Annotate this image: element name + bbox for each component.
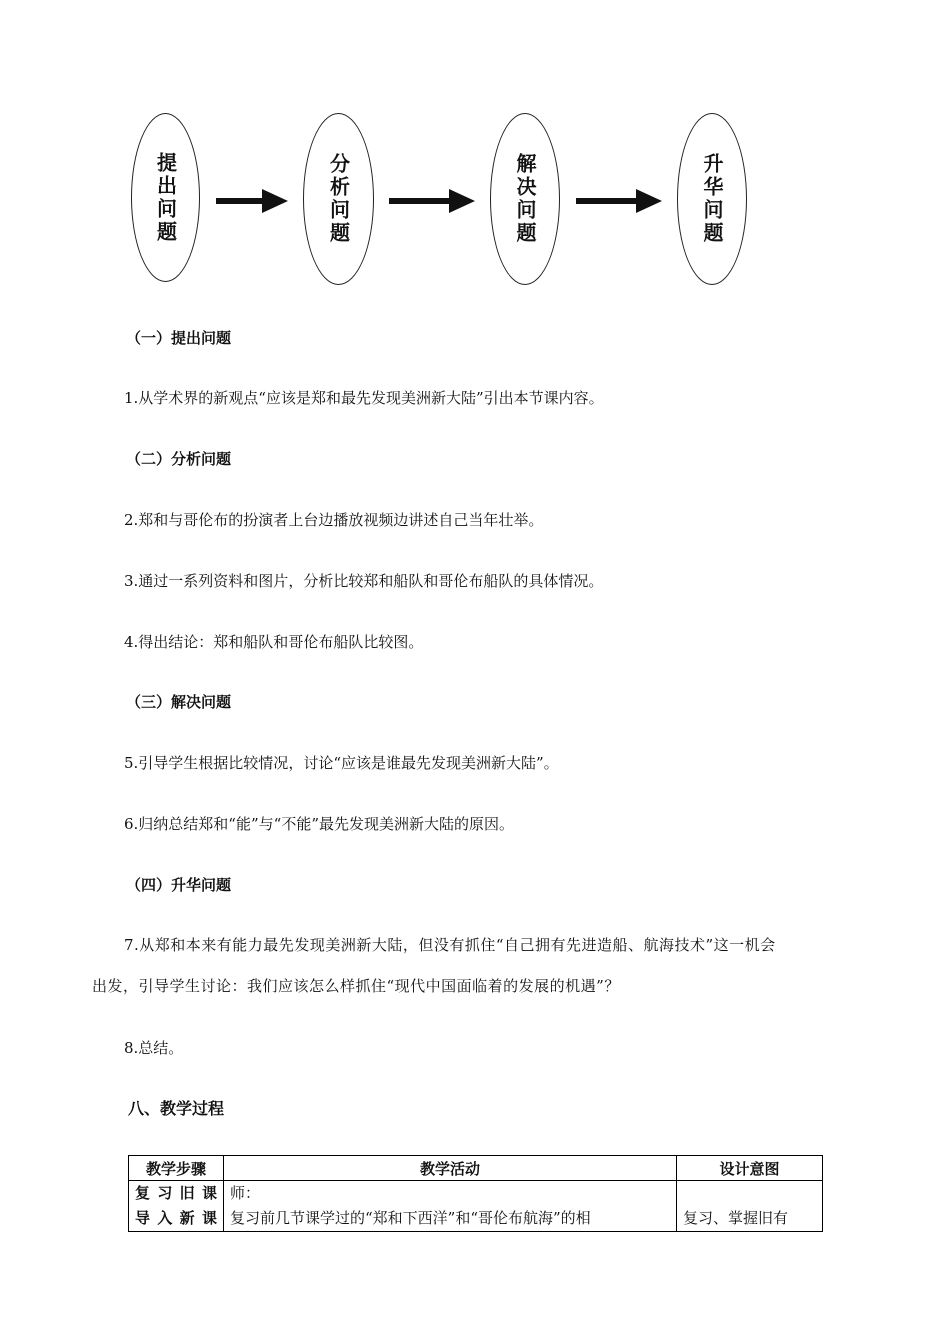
flow-step-label: 提出问题 xyxy=(153,151,178,244)
intent-text: 复习、掌握旧有 xyxy=(683,1209,789,1227)
activity-text: 复习前几节课学过的“郑和下西洋”和“哥伦布航海”的相 xyxy=(230,1209,591,1227)
list-item: 5.引导学生根据比较情况，讨论“应该是谁最先发现美洲新大陆”。 xyxy=(124,754,559,772)
activity-text: 师： xyxy=(230,1184,261,1202)
teaching-process-table xyxy=(128,1155,823,1232)
flow-step-label: 升华问题 xyxy=(700,153,724,245)
list-item: 3.通过一系列资料和图片，分析比较郑和船队和哥伦布船队的具体情况。 xyxy=(124,572,604,590)
column-header-intent: 设计意图 xyxy=(677,1156,823,1181)
step-cell xyxy=(129,1181,224,1232)
column-header-activity: 教学活动 xyxy=(224,1156,677,1181)
step-label: 导入新课 xyxy=(135,1209,217,1227)
step-label: 复习旧课 xyxy=(135,1184,217,1202)
activity-cell xyxy=(224,1181,677,1232)
list-item: 8.总结。 xyxy=(124,1039,184,1057)
column-header-step: 教学步骤 xyxy=(129,1156,224,1181)
list-item: 2.郑和与哥伦布的扮演者上台边播放视频边讲述自己当年壮举。 xyxy=(124,511,544,529)
flow-arrow xyxy=(216,189,288,213)
flow-step-raise xyxy=(131,113,200,282)
flow-step-label: 解决问题 xyxy=(513,153,537,245)
list-item: 6.归纳总结郑和“能”与“不能”最先发现美洲新大陆的原因。 xyxy=(124,815,514,833)
flow-step-label: 分析问题 xyxy=(326,153,351,245)
section-heading-solve: （三）解决问题 xyxy=(126,693,232,711)
table-row xyxy=(129,1181,823,1232)
flow-arrow xyxy=(389,189,475,213)
process-flow-diagram xyxy=(0,0,950,300)
flow-step-analyze xyxy=(303,113,374,285)
list-item: 1.从学术界的新观点“应该是郑和最先发现美洲新大陆”引出本节课内容。 xyxy=(124,389,604,407)
list-item: 4.得出结论：郑和船队和哥伦布船队比较图。 xyxy=(124,633,424,651)
flow-step-solve xyxy=(490,113,560,285)
section-heading-raise: （一）提出问题 xyxy=(126,329,232,347)
list-item: 7.从郑和本来有能力最先发现美洲新大陆，但没有抓住“自己拥有先进造船、航海技术”这一机会 xyxy=(124,936,776,954)
flow-step-elevate xyxy=(677,113,747,285)
section-title-teaching-process: 八、教学过程 xyxy=(128,1099,225,1118)
section-heading-analyze: （二）分析问题 xyxy=(126,450,232,468)
flow-arrow xyxy=(576,189,662,213)
section-heading-elevate: （四）升华问题 xyxy=(126,876,232,894)
table-header-row xyxy=(129,1156,823,1181)
intent-cell xyxy=(677,1181,823,1232)
list-item-continuation: 出发，引导学生讨论：我们应该怎么样抓住“现代中国面临着的发展的机遇”？ xyxy=(92,977,620,995)
